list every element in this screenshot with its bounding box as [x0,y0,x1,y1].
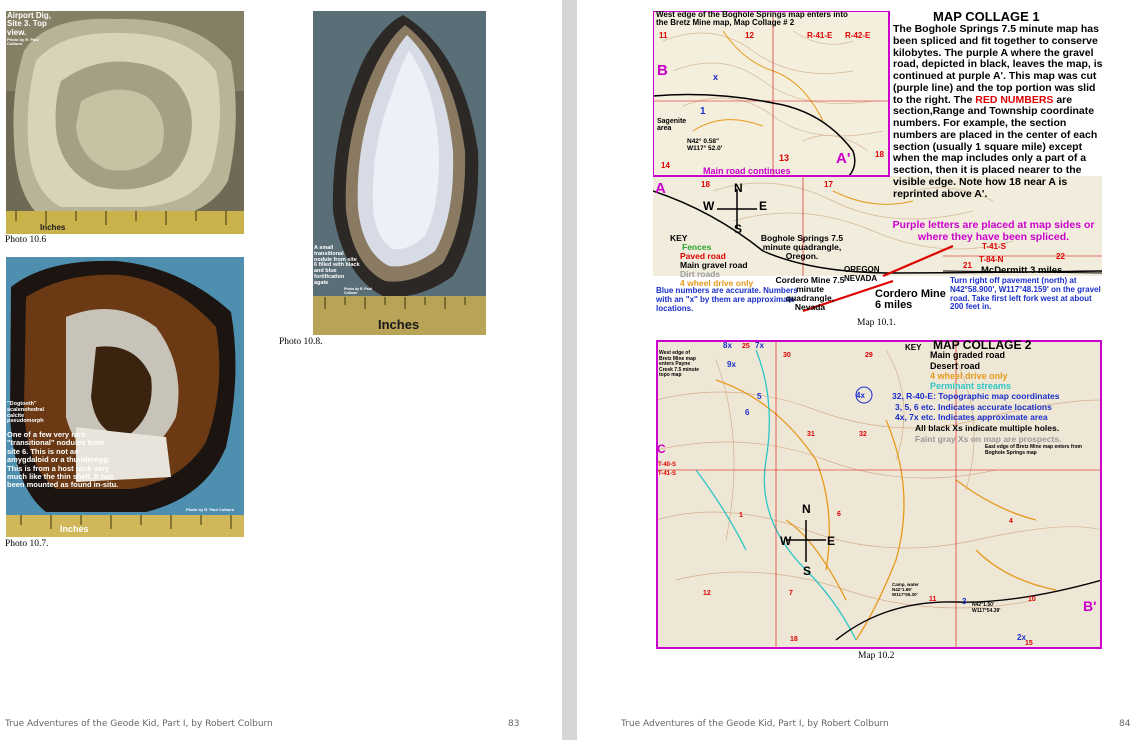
map2-compass-n: N [802,502,811,516]
map1-boghole-quad: Boghole Springs 7.5 minute quadrangle, Oregon. [760,233,844,261]
map1-sec-21: 21 [963,261,972,270]
map1-coords: N42° 0.58" W117° 52.0' [687,138,723,152]
map2-title: MAP COLLAGE 2 [933,338,1032,352]
map1-cordero-quad: Cordero Mine 7.5 minute quadrangle, Nevada [775,275,845,312]
map2-key-gray-xs: Faint gray Xs on map are prospects. [915,434,1062,444]
photo-10-6-overlay: Airport Dig, Site 3. Top view. [7,11,51,37]
map1-sec-11: 11 [659,31,668,40]
map1-compass-s: S [734,222,743,236]
map2-key-coords: 32, R-40-E: Topographic map coordinates [892,391,1060,401]
map2-sec-30: 30 [783,352,791,359]
map1-text-purple: The purple A where the gravel road, depicted in black, leaves the map, is continued at purple A'. This map was cut (purple line) and the top portion was slid to the right. The [893,46,1103,106]
map1-letter-a-prime: A' [836,150,851,167]
map1-compass-n: N [734,181,743,195]
map2-mark-4x: 4x [856,391,865,400]
photo-10-7 [6,257,244,537]
map2-sec-32: 32 [859,431,867,438]
map1-title: MAP COLLAGE 1 [933,9,1040,24]
map2-sec-4: 4 [1009,518,1013,525]
map2-sec-1: 1 [739,512,743,519]
map1-sec-17: 17 [824,180,833,189]
photo-10-7-caption: Photo 10.7. [5,539,49,549]
map2-sec-11: 11 [929,596,937,603]
map2-sec-18: 18 [790,636,798,643]
map2-mark-6: 6 [745,408,750,417]
map2-coord-b: N42°1.50' W117°54.39' [972,602,1001,614]
photo-10-8-caption: Photo 10.8. [279,337,323,347]
map2-compass-s: S [803,564,812,578]
photo-10-8-description: A small transitional nodule from site 6 filled with black and blue fortification agate [314,245,360,286]
map2-mark-9x: 9x [727,360,736,369]
map2-key-desert: Desert road [930,361,981,371]
map1-sec-22: 22 [1056,252,1065,261]
photo-10-7-credit: Photo by R. Paul Colburn [186,507,235,512]
map2-camp: Camp, water N42°1.65' W117°55.30' [892,582,919,597]
map2-sec-6: 6 [837,511,841,518]
map2-sec-15: 15 [1025,640,1033,647]
map2-key-accurate: 3, 5, 6 etc. Indicates accurate locations [895,402,1052,412]
photo-10-7-ruler-label: Inches [60,524,89,534]
map1-mark-x: x [713,72,719,82]
map2-sec-12: 12 [703,590,711,597]
page-83 [0,0,562,740]
map1-range-41: R-41-E [807,31,833,40]
footer-title: True Adventures of the Geode Kid, Part I, by Robert Colburn [5,719,273,729]
map1-nevada: NEVADA [844,274,878,283]
map2-sec-7: 7 [789,590,793,597]
map1-key-gravel: Main gravel road [680,260,748,270]
photo-10-6-credit: Photo by R. Paul Colburn [7,37,39,47]
map1-key-4wd: 4 wheel drive only [680,278,754,288]
map-10-1-caption: Map 10.1. [857,318,896,328]
map2-sec-25: 25 [742,343,750,350]
map2-t40s: T-40-S [658,462,677,468]
photo-10-6-caption: Photo 10.6 [5,235,47,245]
map2-mark-2x: 2x [1017,633,1026,642]
map2-sec-10: 10 [1028,596,1036,603]
photo-10-7-description: One of a few very rare "transitional" nodules from site 6. This is not an amygdaloid or a thunderegg. This is from a host rock very much like the thin shell. It has been mounted as found in-situ. [7,430,119,490]
map2-sec-29: 29 [865,352,873,359]
map-10-2-caption: Map 10.2 [858,651,895,661]
footer-title: True Adventures of the Geode Kid, Part I, by Robert Colburn [621,719,889,729]
map1-range-42: R-42-E [845,31,871,40]
map1-sagenite: Sagenite area [657,118,687,132]
map2-letter-c: C [657,442,666,456]
map2-east-edge: East edge of Bretz Mine map enters from Boghole Springs map [985,444,1082,456]
map2-mark-7x: 7x [755,341,764,350]
map1-turn-note: Turn right off pavement (north) at N42°58.900', W117°48.159' on the gravel road. Take first left fork west at about 200 feet in. [950,276,1101,312]
map2-mark-3: 3 [962,597,967,606]
map2-letter-b-prime: B' [1083,598,1097,614]
map1-compass-e: E [759,199,768,213]
map2-west-edge: West edge of Bretz Mine map enters Payne Creek 7.5 minute topo map [659,350,700,378]
map2-mark-8x: 8x [723,341,732,350]
map1-t41s: T-41-S [982,242,1007,251]
map1-compass-w: W [703,199,715,213]
page-number: 83 [508,719,520,729]
map1-t84n: T-84-N [979,255,1004,264]
page-gap [562,0,577,740]
map2-key-streams: Perminant streams [930,381,1012,391]
map2-key-title: KEY [905,343,922,352]
map2-key-4wd: 4 wheel drive only [930,371,1008,381]
photo-10-8-ruler-label: Inches [378,317,420,332]
map1-sec-18-top: 18 [875,150,884,159]
map1-cordero-mine: Cordero Mine 6 miles [875,288,946,311]
map1-key-blue: Blue numbers are accurate. Numbers with an "x" by them are approximate locations. [656,286,798,313]
map1-letter-a: A [655,180,666,197]
map1-letter-b: B [657,62,668,79]
map2-key-graded: Main graded road [930,350,1006,360]
map1-sec-13: 13 [779,153,790,163]
map1-sec-18: 18 [701,180,710,189]
page-84 [577,0,1135,740]
map2-mark-5: 5 [757,392,762,401]
map2-key-black-xs: All black Xs indicate multiple holes. [915,423,1060,433]
map1-sec-12: 12 [745,31,754,40]
photo-10-8-credit: Photo by R. Paul Colburn [344,287,372,295]
map2-t41s: T-41-S [658,471,677,477]
map1-mcdermitt: McDermitt 3 miles [981,265,1063,276]
map2-compass-w: W [780,534,792,548]
map2-sec-31: 31 [807,431,815,438]
map1-sec-14: 14 [661,161,670,170]
map1-text-red: RED NUMBERS [975,93,1054,106]
map1-west-edge-note: West edge of the Boghole Springs map enters into the Bretz Mine map, Map Collage # 2 [656,10,848,28]
map1-key-paved: Paved road [680,251,726,261]
map2-compass-e: E [827,534,836,548]
map1-text-1: The Boghole Springs 7.5 minute map has been spliced and fit together to conserve kilobytes. [893,23,1099,59]
photo-10-7-label: "Dogtooth" scalenohedral calcite pseudomorph [7,401,44,425]
map1-key-title: KEY [670,233,688,243]
map1-mark-1: 1 [700,106,706,117]
map1-main-road: Main road continues [703,166,791,176]
page-number: 84 [1119,719,1131,729]
photo-10-6-ruler-label: Inches [40,223,66,232]
map1-key-fences: Fences [682,242,712,252]
map1-key-dirt: Dirt roads [680,269,721,279]
map1-description [893,24,1103,200]
map1-text-2: are section,Range and Township coordinate numbers. For example, the section numbers are placed in the center of each section (usually 1 square mile) except when the map includes only a part of a section, then it is placed nearer to the visible edge. Note how 18 near A is reprinted above A'. [893,93,1098,200]
map1-magenta-note: Purple letters are placed at map sides or where they have been spliced. [892,219,1095,243]
photo-10-8 [313,11,486,335]
map2-key-approx: 4x, 7x etc. Indicates approximate area [895,412,1048,422]
map1-oregon: OREGON [844,265,880,274]
